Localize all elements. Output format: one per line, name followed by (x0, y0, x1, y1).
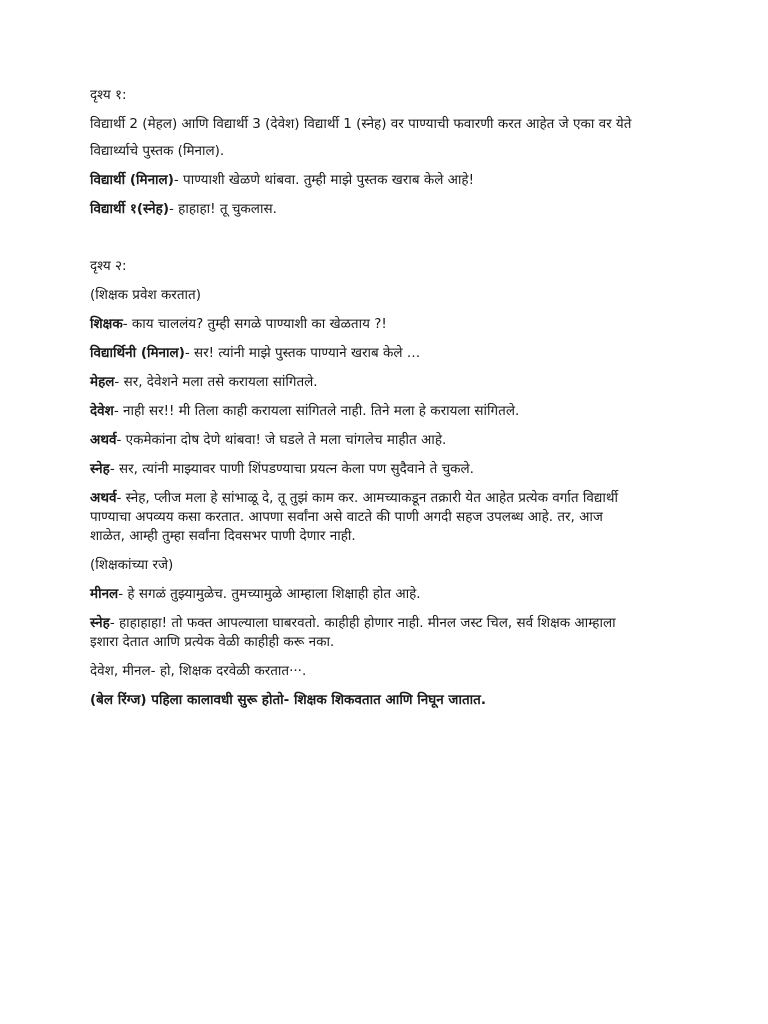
stage-direction: (शिक्षकांच्या रजे) (90, 557, 174, 573)
scene-spacer (90, 229, 680, 257)
speaker-name: अथर्व (90, 432, 117, 448)
speaker-name: मेहल (90, 374, 115, 390)
dialogue-text: - हाहाहा! तू चुकलास. (169, 201, 277, 217)
chorus-line: देवेश, मीनल- हो, शिक्षक दरवेळी करतात···. (90, 663, 307, 679)
dialogue-text: - सर, त्यांनी माझ्यावर पाणी शिंपडण्याचा प्रयत्न केला पण सुदैवाने ते चुकले. (109, 461, 474, 477)
closing-stage-direction: (बेल रिंग्ज) पहिला कालावधी सुरू होतो- शिक्षक शिकवतात आणि निघून जातात. (90, 692, 486, 708)
scene-2-heading: दृश्य २: (90, 258, 127, 274)
speaker-name: देवेश (90, 403, 114, 419)
dialogue-line (90, 585, 680, 604)
dialogue-text: - एकमेकांना दोष देणे थांबवा! जे घडले ते मला चांगलेच माहीत आहे. (116, 432, 447, 448)
dialogue-text: पाण्याचा अपव्यय कसा करतात. आपणा सर्वांना असे वाटते की पाणी अगदी सहज उपलब्ध आहे. तर, आज (90, 509, 603, 525)
dialogue-text: - सर, देवेशने मला तसे करायला सांगितले. (114, 374, 318, 390)
dialogue-text: - नाही सर!! मी तिला काही करायला सांगितले नाही. तिने मला हे करायला सांगितले. (113, 403, 520, 419)
document-page (90, 86, 680, 720)
dialogue-line (90, 344, 680, 363)
dialogue-paragraph (90, 614, 680, 652)
speaker-name: विद्यार्थी १(स्नेह) (90, 201, 170, 217)
dialogue-line (90, 200, 680, 219)
dialogue-line (90, 171, 680, 190)
speaker-name: स्नेह (90, 615, 110, 631)
dialogue-text: - पाण्याशी खेळणे थांबवा. तुम्ही माझे पुस्तक खराब केले आहे! (173, 172, 475, 188)
scene-1-heading: दृश्य १: (90, 87, 127, 103)
dialogue-text: शाळेत, आम्ही तुम्हा सर्वांना दिवसभर पाणी देणार नाही. (90, 528, 356, 544)
dialogue-text: इशारा देतात आणि प्रत्येक वेळी काहीही करू नका. (90, 634, 335, 650)
speaker-name: विद्यार्थी (मिनाल) (90, 172, 174, 188)
dialogue-line (90, 431, 680, 450)
speaker-name: मीनल (90, 586, 119, 602)
dialogue-text: - हे सगळं तुझ्यामुळेच. तुमच्यामुळे आम्हाला शिक्षाही होत आहे. (118, 586, 421, 602)
dialogue-line (90, 402, 680, 421)
dialogue-line (90, 460, 680, 479)
dialogue-text: - हाहाहाहा! तो फक्त आपल्याला घाबरवतो. काहीही होणार नाही. मीनल जस्ट चिल, सर्व शिक्षक आम्हाला (109, 615, 616, 631)
speaker-name: विद्यार्थिनी (मिनाल) (90, 345, 185, 361)
speaker-name: स्नेह (90, 461, 110, 477)
dialogue-line (90, 373, 680, 392)
scene-1-description-line-1: विद्यार्थी 2 (मेहल) आणि विद्यार्थी 3 (देवेश) विद्यार्थी 1 (स्नेह) वर पाण्याची फवारणी करत आहेत जे एका वर येते (90, 116, 632, 132)
scene-1-description-line-2: विद्यार्थ्याचे पुस्तक (मिनाल). (90, 143, 225, 159)
speaker-name: शिक्षक (90, 316, 123, 332)
dialogue-paragraph (90, 489, 680, 546)
dialogue-text: - स्नेह, प्लीज मला हे सांभाळू दे, तू तुझं काम कर. आमच्याकडून तक्रारी येत आहेत प्रत्येक वर्गात विद्यार्थी (116, 490, 618, 506)
dialogue-line (90, 315, 680, 334)
dialogue-text: - सर! त्यांनी माझे पुस्तक पाण्याने खराब केले … (184, 345, 421, 361)
dialogue-text: - काय चाललंय? तुम्ही सगळे पाण्याशी का खेळताय ?! (122, 316, 387, 332)
stage-direction: (शिक्षक प्रवेश करतात) (90, 287, 201, 303)
speaker-name: अथर्व (90, 490, 117, 506)
